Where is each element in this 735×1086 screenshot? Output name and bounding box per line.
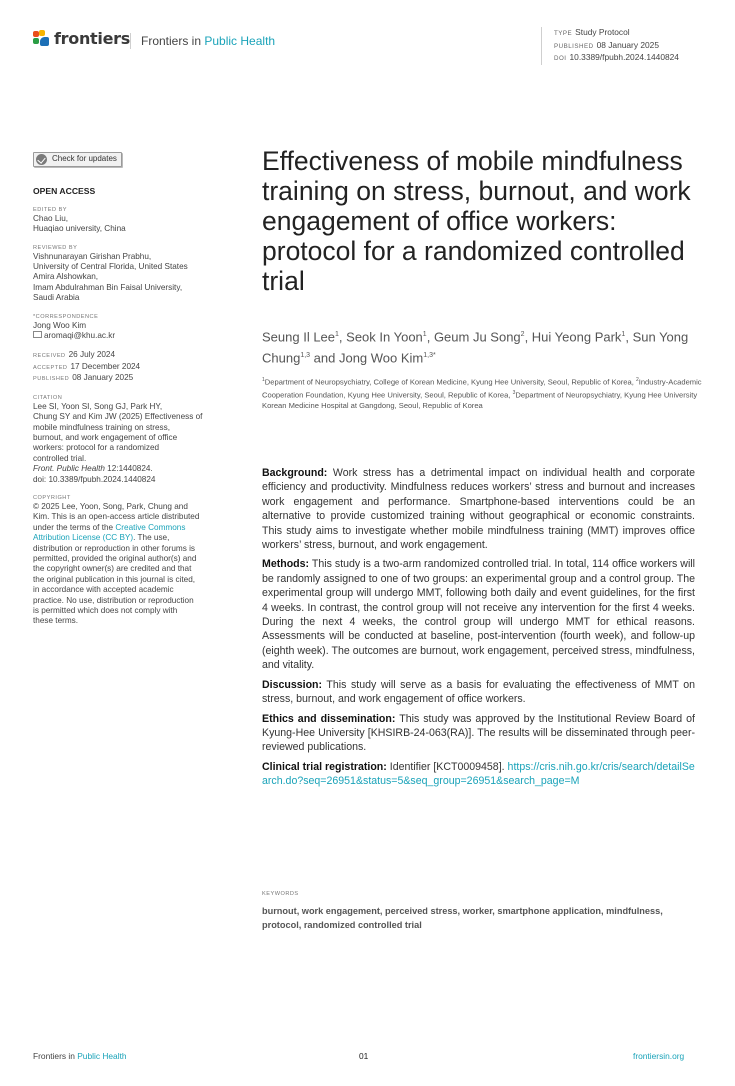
citation xyxy=(33,402,231,485)
author-affil-sup: 1,3* xyxy=(423,352,436,360)
published-value: 08 January 2025 xyxy=(596,39,659,50)
published-date: 08 January 2025 xyxy=(72,373,134,383)
citation-line: mobile mindfulness training on stress, xyxy=(33,422,170,432)
keywords: burnout, work engagement, perceived stress, worker, smartphone application, mindfulness, protocol, randomized controlled trial xyxy=(262,906,663,930)
received-date: 26 July 2024 xyxy=(68,350,116,360)
author-sep: , xyxy=(625,329,633,345)
author-name[interactable]: Seok In Yoon xyxy=(346,329,423,345)
footer-journal-name: Public Health xyxy=(77,1051,127,1061)
reviewed-by-line: Amira Alshowkan, xyxy=(33,272,99,282)
copyright-line: the copyright owner(s) are credited and that xyxy=(33,564,192,574)
copyright-line: these terms. xyxy=(33,616,79,626)
frontiers-logo-icon xyxy=(33,30,50,47)
correspondence-email[interactable]: aromaqi@khu.ac.kr xyxy=(44,331,116,341)
accepted-date: 17 December 2024 xyxy=(70,361,141,371)
reviewed-by xyxy=(33,252,231,304)
correspondence-name: Jong Woo Kim xyxy=(33,320,87,330)
dates xyxy=(33,350,231,384)
copyright-line: practice. No use, distribution or reproduction xyxy=(33,595,194,605)
author-affil-sup: 1 xyxy=(422,331,427,338)
keywords-label: KEYWORDS xyxy=(262,891,299,897)
author-name[interactable]: Geum Ju Song xyxy=(433,329,521,345)
author-name[interactable]: Jong Woo Kim xyxy=(338,350,424,366)
type-value: Study Protocol xyxy=(575,27,630,37)
published-label: PUBLISHED xyxy=(554,42,594,50)
abstract-ethics xyxy=(262,712,695,755)
methods-text: This study is a two-arm randomized controlled trial. In total, 114 office workers will be randomly assigned to one of two groups: an experimental group and a control group. The experimental group will undergo MMT, following both daily and event guidelines, for the first 4 weeks. In contrast, the control group will not receive any intervention for the first 4 weeks. During the next 4 weeks, the control group will undergo MMT for ethical reasons. Assessments will be conducted at baseline, post-intervention (fourth week), and follow-up (eighth week). The outcomes are burnout, work engagement, perceived stress, mindfulness, and vitality. xyxy=(262,558,695,672)
discussion-text: This study will serve as a basis for evaluating the effectiveness of MMT on stress, burnout, and work engagement of office workers. xyxy=(262,678,695,706)
abstract-discussion xyxy=(262,678,695,707)
registration-link[interactable]: https://cris.nih.go.kr/cris/search/detailSearch.do?seq=26951&status=5&seq_group=26951&search_page=M xyxy=(262,760,695,788)
author-sep: , xyxy=(338,329,347,345)
background-text: Work stress has a detrimental impact on individual health and corporate efficiency and productivity. Mindfulness reduces workers’ stress and burnout and increases work engagement and performance. Smartphone-based interventions could be an alternative to provide customized training without geographical or economic constraints. This study aims to investigate whether mobile mindfulness training (MMT) improves office workers’ stress, burnout, and work engagement. xyxy=(262,467,695,552)
copyright-line: Kim. This is an open-access article distributed xyxy=(33,512,200,522)
affiliation: Department of Neuropsychiatry, Kyung Hee University Korean Medicine Hospital at Gangdong, Seoul, Republic of Korea xyxy=(262,390,698,411)
reviewed-by-line: Imam Abdulrahman Bin Faisal University, xyxy=(33,282,183,292)
author-affil-sup: 1 xyxy=(335,331,339,338)
check-updates-icon xyxy=(36,154,47,165)
accepted-label: ACCEPTED xyxy=(33,364,68,371)
received-label: RECEIVED xyxy=(33,353,66,360)
affiliations xyxy=(262,375,702,412)
correspondence xyxy=(33,321,231,342)
author-sep: , xyxy=(426,329,434,345)
reviewed-by-line: Saudi Arabia xyxy=(33,293,80,303)
reviewed-by-line: University of Central Florida, United States xyxy=(33,262,188,272)
open-access-label: OPEN ACCESS xyxy=(33,186,96,197)
methods-heading: Methods: xyxy=(262,558,310,571)
frontiers-logo[interactable] xyxy=(33,29,130,48)
author-sep: and xyxy=(310,350,339,366)
edited-by xyxy=(33,214,231,235)
edited-by-line: Chao Liu, xyxy=(33,213,69,223)
affil-sup: 2 xyxy=(635,377,639,383)
cc-license-link[interactable]: Creative Commons xyxy=(115,522,186,532)
check-updates-label: Check for updates xyxy=(52,154,117,164)
author-name[interactable]: Sun Yong Chung xyxy=(262,329,689,366)
author-sep: , xyxy=(524,329,532,345)
background-heading: Background: xyxy=(262,467,328,479)
copyright-line: is permitted which does not comply with xyxy=(33,606,178,615)
article-title: Effectiveness of mobile mindfulness training on stress, burnout, and work engagement of office workers: protocol for a randomized controlled trial xyxy=(262,146,691,296)
author-list xyxy=(262,325,702,368)
citation-line: controlled trial. xyxy=(33,453,87,463)
author-name[interactable]: Seung Il Lee xyxy=(262,329,336,345)
citation-label: CITATION xyxy=(33,394,63,401)
affil-sup: 3 xyxy=(512,390,516,397)
footer-site-link[interactable]: frontiersin.org xyxy=(633,1051,685,1061)
mail-icon xyxy=(33,331,42,338)
article-meta xyxy=(541,27,679,65)
author-affil-sup: 2 xyxy=(520,331,525,338)
author-name[interactable]: Hui Yeong Park xyxy=(531,329,622,345)
copyright-line: distribution or reproduction in other forums is xyxy=(33,543,196,553)
reviewed-by-label: REVIEWED BY xyxy=(33,244,78,251)
abstract xyxy=(262,466,695,794)
type-label: TYPE xyxy=(554,30,573,37)
author-affil-sup: 1 xyxy=(621,331,626,338)
affiliation: Department of Neuropsychiatry, College of Korean Medicine, Kyung Hee University, Seoul, Republic of Korea, xyxy=(264,377,636,387)
citation-journal: Front. Public Health xyxy=(33,464,105,474)
page-number: 01 xyxy=(359,1051,369,1061)
copyright-line: . The use, xyxy=(133,533,170,543)
check-updates-button[interactable] xyxy=(33,152,122,167)
abstract-registration xyxy=(262,760,695,789)
footer-journal-prefix: Frontiers in xyxy=(33,1051,78,1061)
affiliation: Industry-Academic Cooperation Foundation, Kyung Hee University, Seoul, Republic of Korea, xyxy=(262,377,702,400)
ethics-text: This study was approved by the Institutional Review Board of Kyung-Hee University [KHSIRB-24-063(RA)]. The results will be disseminated through peer-reviewed publications. xyxy=(262,712,695,754)
copyright-line: © 2025 Lee, Yoon, Song, Park, Chung and xyxy=(33,501,188,511)
abstract-methods xyxy=(262,557,695,672)
copyright xyxy=(33,502,231,627)
citation-line: Chung SY and Kim JW (2025) Effectiveness of xyxy=(33,412,203,422)
sidebar xyxy=(33,152,231,627)
discussion-heading: Discussion: xyxy=(262,678,323,691)
copyright-line: permitted, provided the original author(s) and xyxy=(33,553,197,563)
citation-line: workers: protocol for a randomized xyxy=(33,443,160,453)
citation-volume: 12:1440824. xyxy=(104,464,153,474)
copyright-line: the original publication in this journal is cited, xyxy=(33,574,196,584)
author-affil-sup: 1,3 xyxy=(300,352,311,360)
registration-heading: Clinical trial registration: xyxy=(262,760,387,773)
copyright-line: under the terms of the xyxy=(33,522,116,532)
copyright-line: in accordance with accepted academic xyxy=(33,585,174,595)
citation-doi[interactable]: doi: 10.3389/fpubh.2024.1440824 xyxy=(33,474,156,484)
journal-title[interactable] xyxy=(130,33,275,49)
citation-line: burnout, and work engagement of office xyxy=(33,432,178,442)
doi-label: DOI xyxy=(554,55,567,62)
registration-text: Identifier [KCT0009458]. xyxy=(386,760,508,773)
journal-name: Public Health xyxy=(204,34,276,48)
abstract-background xyxy=(262,466,695,552)
affil-sup: 1 xyxy=(262,377,265,383)
ethics-heading: Ethics and dissemination: xyxy=(262,712,396,725)
cc-license-link[interactable]: Attribution License (CC BY) xyxy=(33,533,134,543)
edited-by-line: Huaqiao university, China xyxy=(33,224,126,234)
published-label: PUBLISHED xyxy=(33,376,70,383)
correspondence-label: *CORRESPONDENCE xyxy=(33,313,99,320)
brand-name: frontiers xyxy=(54,29,130,48)
footer-journal[interactable] xyxy=(33,1051,127,1061)
copyright-label: COPYRIGHT xyxy=(33,494,71,501)
edited-by-label: EDITED BY xyxy=(33,206,68,213)
journal-prefix: Frontiers in xyxy=(141,34,202,48)
doi-value[interactable]: 10.3389/fpubh.2024.1440824 xyxy=(569,52,679,62)
citation-line: Lee SI, Yoon SI, Song GJ, Park HY, xyxy=(33,401,163,411)
reviewed-by-line: Vishnunarayan Girishan Prabhu, xyxy=(33,251,152,261)
